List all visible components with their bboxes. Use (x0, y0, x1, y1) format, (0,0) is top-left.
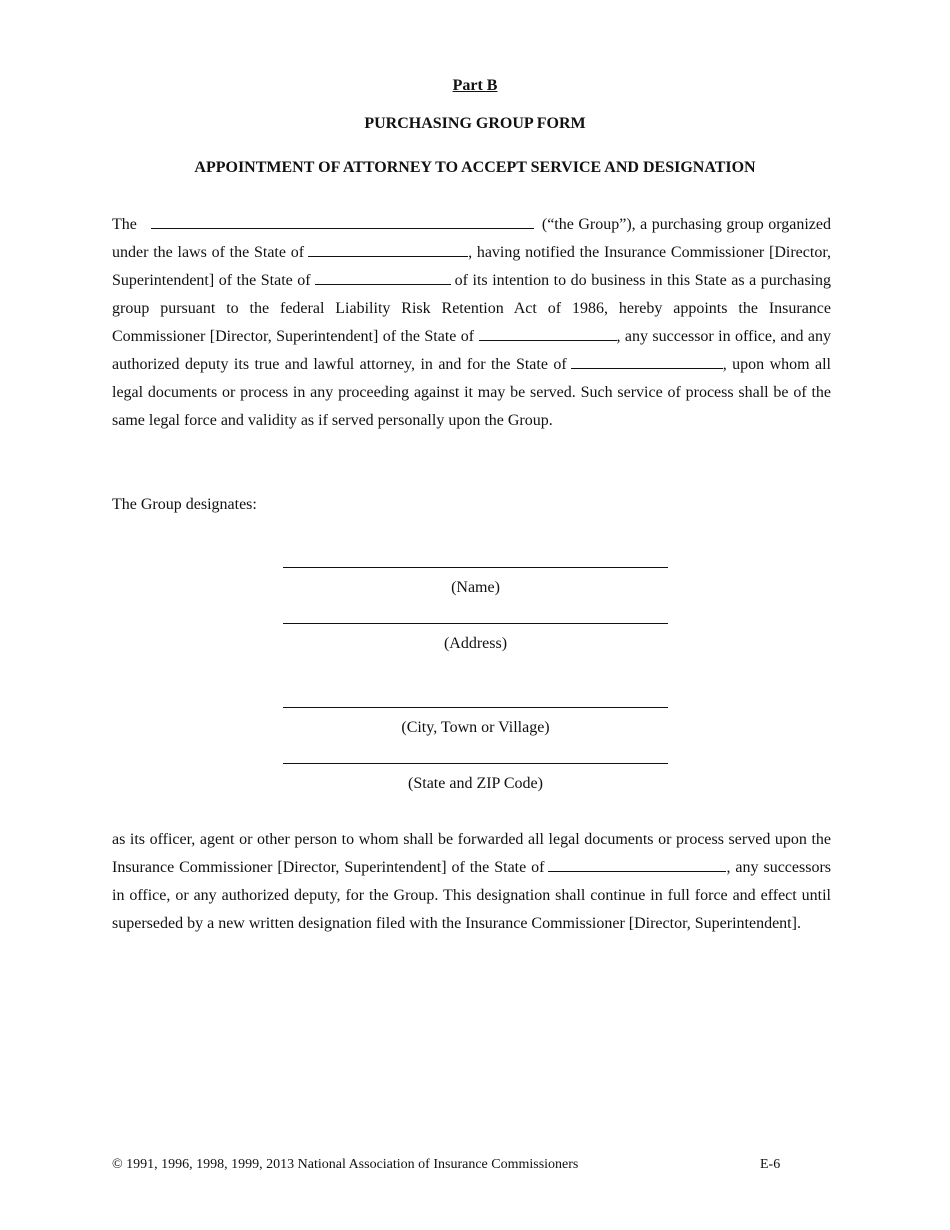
address-label: (Address) (443, 635, 508, 652)
footer-copyright: © 1991, 1996, 1998, 1999, 2013 National Association of Insurance Commissioners (112, 1157, 579, 1172)
commissioner-state-blank[interactable] (548, 857, 726, 872)
p1-text-4: , any successor in office, and any authorized deputy its true and lawful attorney, in and for the State of (112, 328, 832, 373)
part-heading: Part B (452, 77, 498, 94)
appointment-title: APPOINTMENT OF ATTORNEY TO ACCEPT SERVICE AND DESIGNATION (194, 159, 756, 176)
appointing-state-blank[interactable] (479, 326, 617, 341)
p1-text-0: The (112, 216, 137, 233)
group-name-blank[interactable] (151, 214, 534, 229)
p1-text-5: , upon whom all legal documents or process in any proceeding against it may be served. Such service of process shall be of the same legal force and validity as if served personally upon the Group. (112, 356, 831, 429)
service-state-blank[interactable] (571, 354, 723, 369)
designates-label: The Group designates: (112, 496, 257, 513)
city-label: (City, Town or Village) (401, 719, 550, 736)
p1-text-3: of its intention to do business in this State as a purchasing group pursuant to the federal Liability Risk Retention Act of 1986, hereby appoints the Insurance Commissioner [Director, Superintendent] of the State of (112, 272, 832, 345)
p1-text-1: (“the Group”), a purchasing group organized under the laws of the State of (112, 216, 831, 261)
p2-text-1: , any successors in office, or any authorized deputy, for the Group. This designation shall continue in full force and effect until superseded by a new written designation filed with the Insurance Commissioner [Director, Superintendent]. (112, 859, 832, 932)
appointment-paragraph (112, 211, 831, 435)
name-line[interactable] (283, 567, 668, 568)
notified-state-blank[interactable] (315, 270, 451, 285)
city-line[interactable] (283, 707, 668, 708)
designation-paragraph (112, 826, 831, 938)
state-zip-line[interactable] (283, 763, 668, 764)
state-zip-label: (State and ZIP Code) (408, 775, 543, 792)
p2-text-0: as its officer, agent or other person to whom shall be forwarded all legal documents or process served upon the Insurance Commissioner [Director, Superintendent] of the State of (112, 831, 831, 876)
form-title: PURCHASING GROUP FORM (364, 115, 586, 132)
address-line[interactable] (283, 623, 668, 624)
p1-text-2: , having notified the Insurance Commissioner [Director, Superintendent] of the State of (112, 244, 832, 289)
domicile-state-blank[interactable] (308, 242, 468, 257)
page-number: E-6 (760, 1157, 781, 1172)
name-label: (Name) (451, 579, 500, 596)
